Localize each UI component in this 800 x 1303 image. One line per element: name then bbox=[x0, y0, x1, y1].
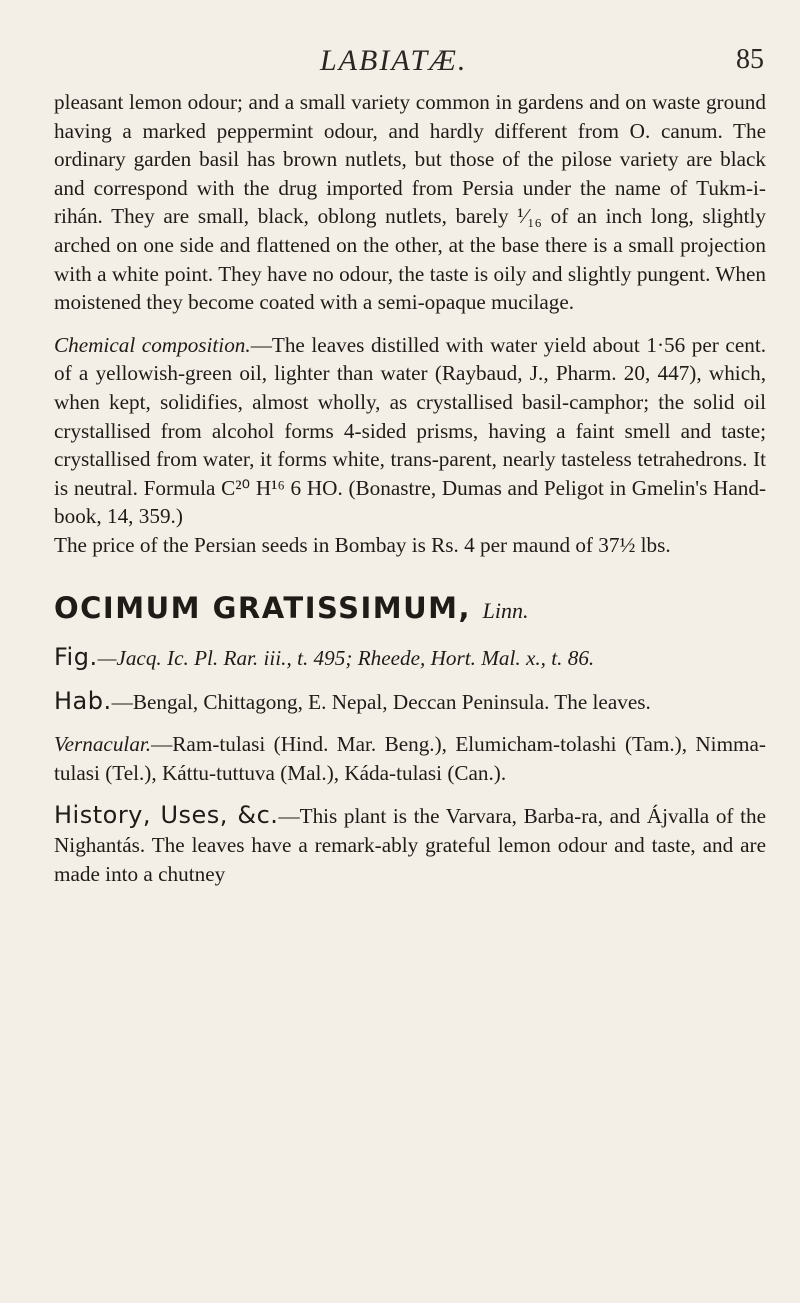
section-heading bbox=[54, 590, 766, 626]
page-header bbox=[0, 44, 800, 84]
page-number: 85 bbox=[736, 44, 764, 75]
paragraph-chemical-composition bbox=[54, 331, 766, 531]
history-label: History, Uses, &c. bbox=[54, 801, 279, 830]
hab-label: Hab. bbox=[54, 686, 112, 715]
chemical-composition-label: Chemical composition. bbox=[54, 332, 251, 357]
paragraph-hab bbox=[54, 687, 766, 717]
fig-label: Fig. bbox=[54, 643, 98, 672]
page-body bbox=[54, 88, 766, 888]
fig-text: —Jacq. Ic. Pl. Rar. iii., t. 495; Rheede, Hort. Mal. x., t. 86. bbox=[97, 646, 595, 671]
paragraph-vernacular bbox=[54, 730, 766, 787]
paragraph-fig bbox=[54, 643, 766, 673]
species-title: OCIMUM GRATISSIMUM, bbox=[54, 590, 472, 625]
species-authority: Linn. bbox=[482, 597, 529, 623]
history-text: —This plant is the Varvara, Barba-ra, and Ájvalla of the Nighantás. The leaves have a remark-ably grateful lemon odour and taste, and are made into a chutney bbox=[54, 804, 766, 886]
vernacular-text: —Ram-tulasi (Hind. Mar. Beng.), Elumicham-tolashi (Tam.), Nimma-tulasi (Tel.), Káttu-tuttuva (Mal.), Káda-tulasi (Can.). bbox=[54, 732, 766, 785]
hab-text: —Bengal, Chittagong, E. Nepal, Deccan Peninsula. The leaves. bbox=[111, 689, 651, 714]
paragraph-history bbox=[54, 801, 766, 888]
paragraph-seeds: pleasant lemon odour; and a small variety common in gardens and on waste ground having a marked peppermint odour, and hardly different from O. canum. The ordinary garden basil has brown nutlets, but those of the pilose variety are black and correspond with the drug imported from Persia under the name of Tukm-i-rihán. They are small, black, oblong nutlets, barely ¹⁄₁₆ of an inch long, slightly arched on one side and flattened on the other, at the base there is a small projection with a white point. They have no odour, the taste is oily and slightly pungent. When moistened they become coated with a semi-opaque mucilage. bbox=[54, 90, 766, 315]
vernacular-label: Vernacular. bbox=[54, 732, 152, 757]
paragraph-price: The price of the Persian seeds in Bombay is Rs. 4 per maund of 37½ lbs. bbox=[54, 532, 671, 557]
chemical-composition-text: —The leaves distilled with water yield about 1·56 per cent. of a yellowish-green oil, lighter than water (Raybaud, J., Pharm. 20, 447), which, when kept, solidifies, almost wholly, as crystallised basil-camphor; the solid oil crystallised from alcohol forms 4-sided prisms, having a faint smell and taste; crystallised from water, it forms white, trans-parent, nearly tasteless tetrahedrons. It is neutral. Formula C²⁰ H¹⁶ 6 HO. (Bonastre, Dumas and Peligot in Gmelin's Hand-book, 14, 359.) bbox=[54, 332, 767, 529]
running-head: LABIATÆ. bbox=[320, 44, 468, 77]
